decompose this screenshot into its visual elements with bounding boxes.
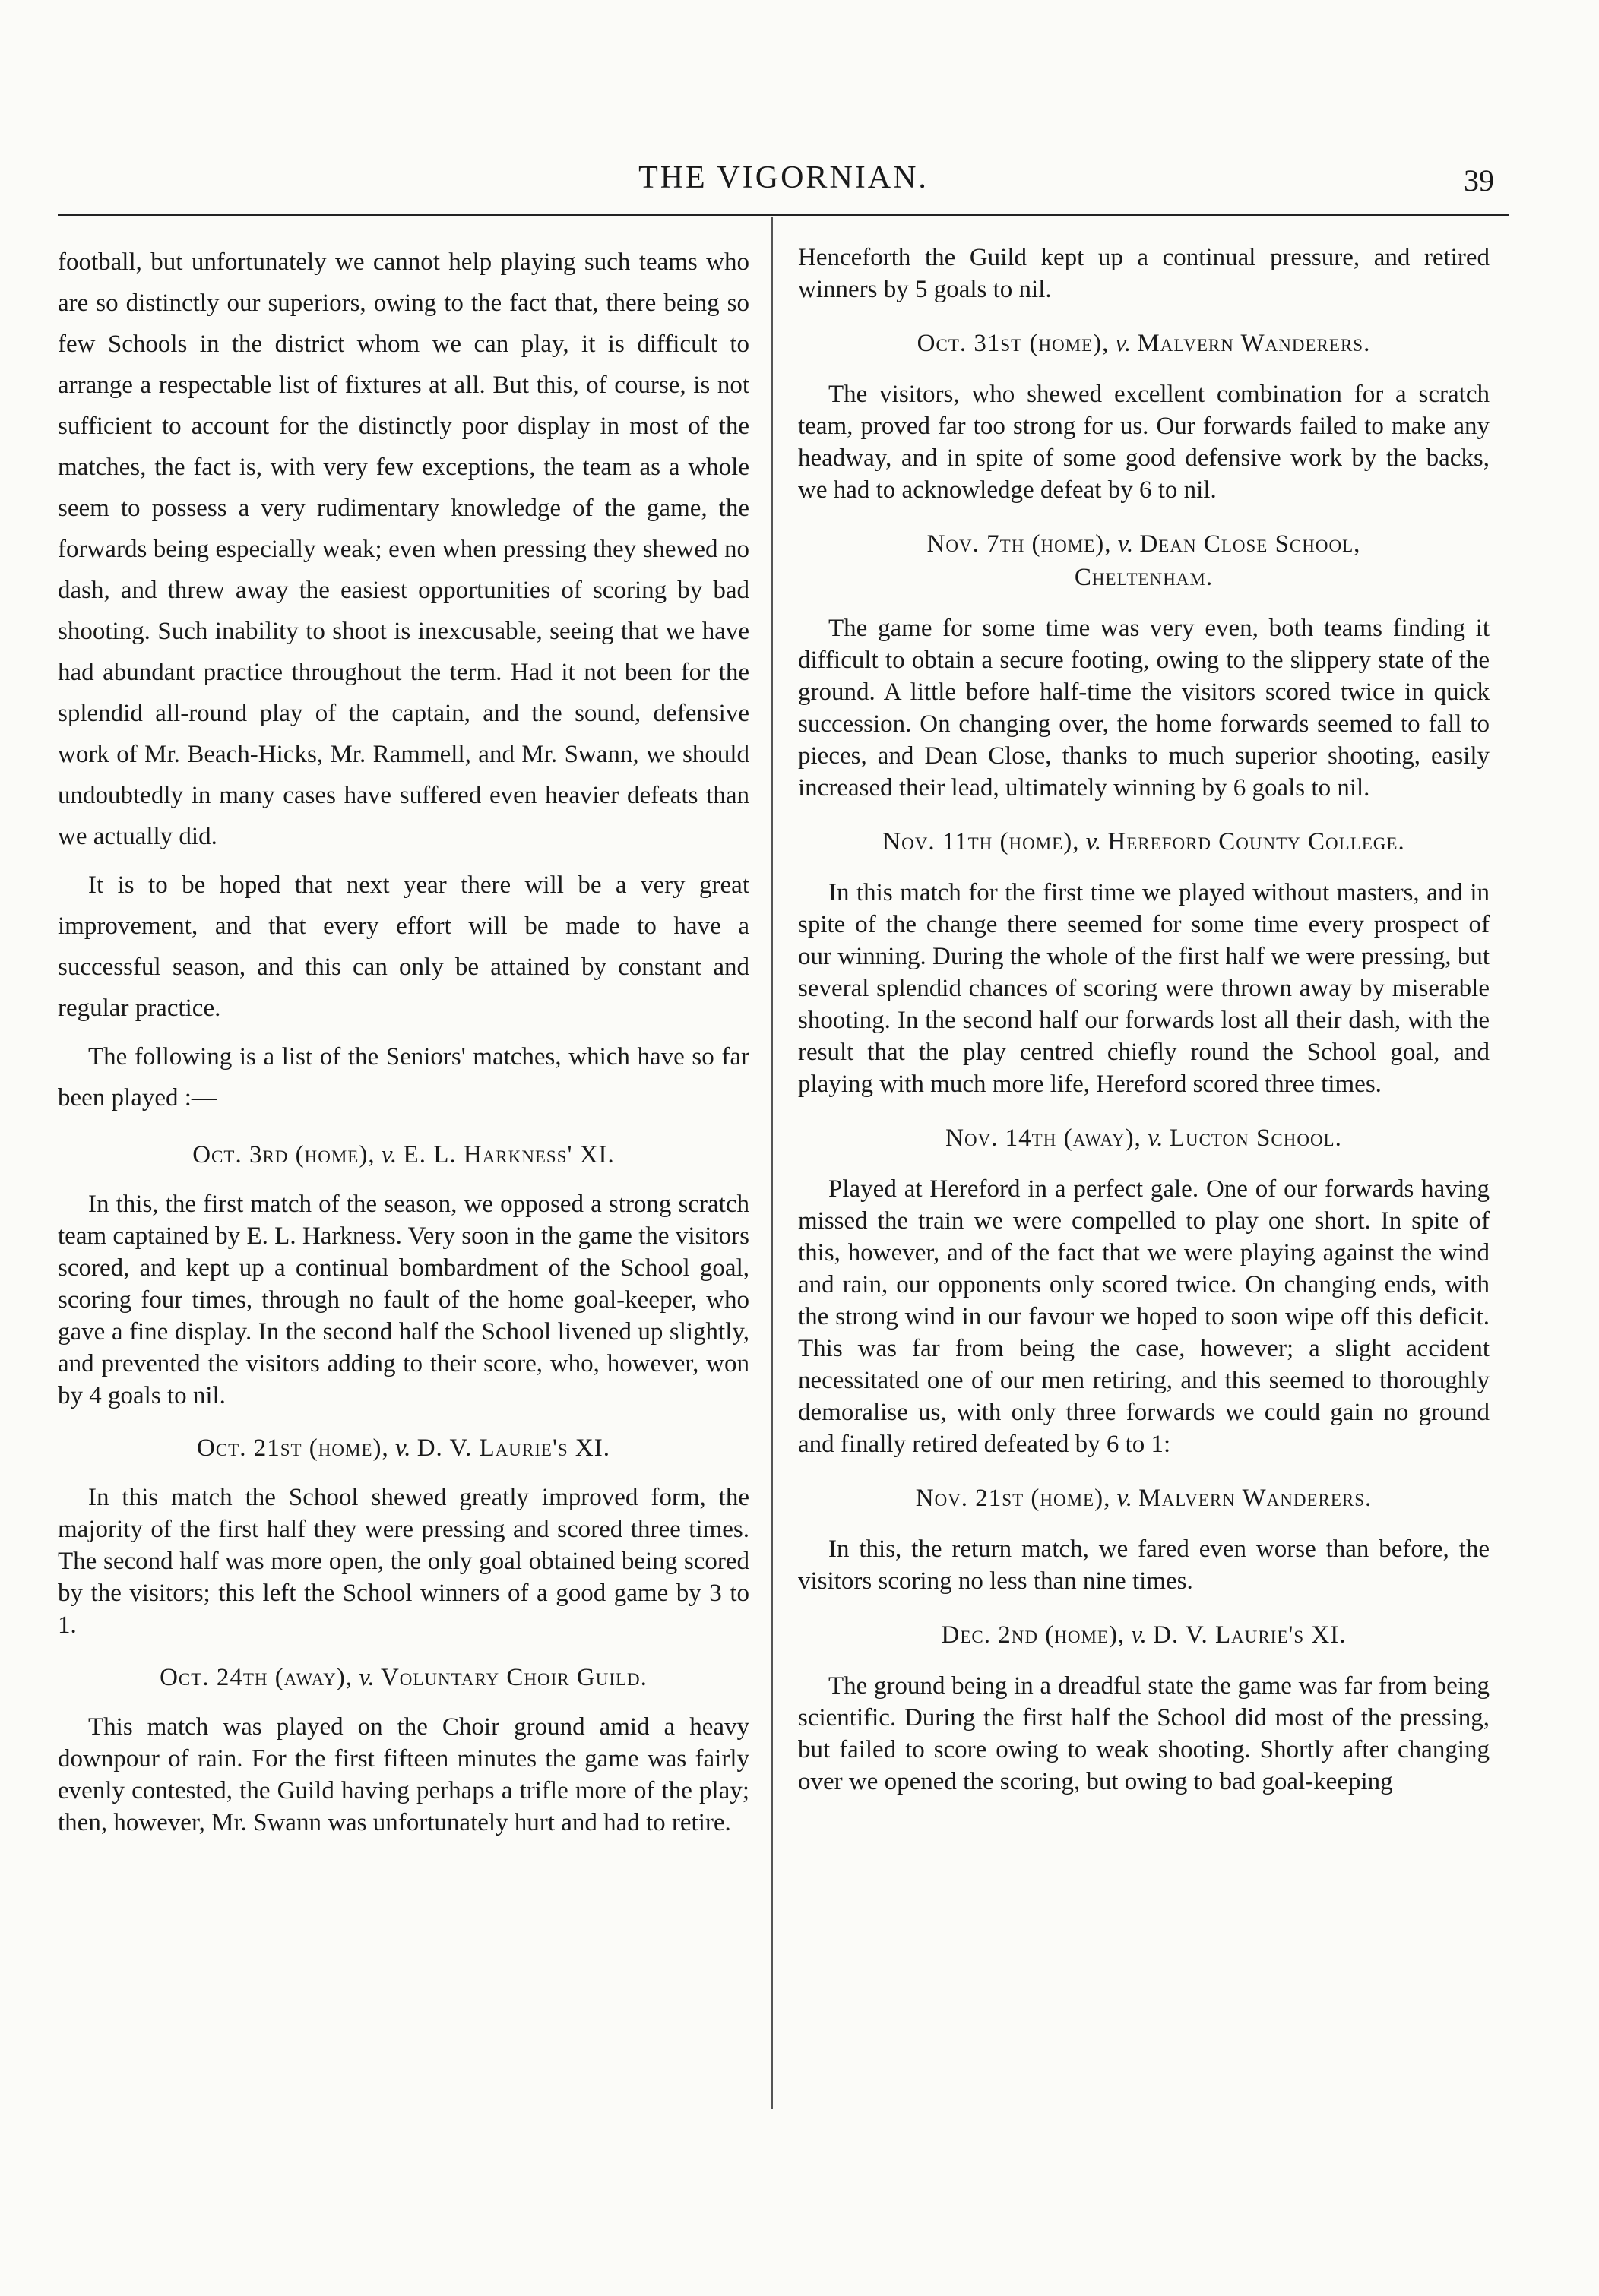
match-report: In this match for the first time we played without masters, and in spite of the change there seemed for some time every prospect of our winning. During the whole of the first half we were pressing, but several splendid chances of scoring were thrown away by miserable shooting. In the second half our forwards lost all their dash, with the result that the play centred chiefly round the School goal, and playing with much more life, Hereford scored three times.: [798, 879, 1490, 1098]
column-divider: [771, 217, 773, 2109]
running-header: [58, 160, 1509, 202]
journal-title: THE VIGORNIAN.: [638, 160, 929, 195]
right-column: [798, 242, 1490, 1805]
paragraph: football, but unfortunately we cannot help playing such teams who are so distinctly our superiors, owing to the fact that, there being so few Schools in the district whom we can play, it is difficult to arrange a respectable list of fixtures at all. But this, of course, is not sufficient to account for the distinctly poor display in most of the matches, the fact is, with very few exceptions, the team as a whole seem to possess a very rudimentary knowledge of the game, the forwards being especially weak; even when pressing they shewed no dash, and threw away the easiest opportunities of scoring by bad shooting. Such inability to shoot is inexcusable, seeing that we have had abundant practice throughout the term. Had it not been for the splendid all-round play of the captain, and the sound, defensive work of Mr. Beach-Hicks, Mr. Rammell, and Mr. Swann, we should undoubtedly in many cases have suffered even heavier defeats than we actually did.: [58, 248, 749, 850]
match-heading: Nov. 14th (away), v. Lucton School.: [945, 1124, 1342, 1152]
match-report: The visitors, who shewed excellent combination for a scratch team, proved far too strong for us. Our forwards failed to make any headway, and in spite of some good defensive work by the backs, we had to acknowledge defeat by 6 to nil.: [798, 381, 1490, 504]
match-heading: Oct. 21st (home), v. D. V. Laurie's XI.: [196, 1434, 611, 1462]
match-heading: Oct. 24th (away), v. Voluntary Choir Guild.: [160, 1664, 648, 1691]
paragraph: It is to be hoped that next year there will be a very great improvement, and that every effort will be made to have a successful season, and this can only be attained by constant and regular practice.: [58, 871, 749, 1022]
header-rule: [58, 214, 1509, 216]
match-report: In this, the return match, we fared even worse than before, the visitors scoring no less than nine times.: [798, 1535, 1490, 1595]
match-report: Played at Hereford in a perfect gale. One of our forwards having missed the train we were compelled to play one short. In spite of this, however, and of the fact that we were playing against the wind and rain, our opponents only scored twice. On changing ends, with the strong wind in our favour we hoped to soon wipe off this deficit. This was far from being the case, however; a slight accident necessitated one of our men retiring, and this seemed to thoroughly demoralise us, with only three forwards we could gain no ground and finally retired defeated by 6 to 1:: [798, 1175, 1490, 1458]
match-heading: Oct. 31st (home), v. Malvern Wanderers.: [917, 330, 1371, 357]
match-report: The ground being in a dreadful state the game was far from being scientific. During the first half the School did most of the pressing, but failed to score owing to weak shooting. Shortly after changing over we opened the scoring, but owing to bad goal-keeping: [798, 1672, 1490, 1795]
paragraph: The following is a list of the Seniors' matches, which have so far been played :—: [58, 1043, 749, 1112]
match-report: In this match the School shewed greatly improved form, the majority of the first half they were pressing and scored three times. The second half was more open, the only goal obtained being scored by the visitors; this left the School winners of a good game by 3 to 1.: [58, 1484, 749, 1639]
match-report: In this, the first match of the season, we opposed a strong scratch team captained by E. L. Harkness. Very soon in the game the visitors scored, and kept up a continual bombardment of the School goal, scoring four times, through no fault of the home goal-keeper, who gave a fine display. In the second half the School livened up slightly, and prevented the visitors adding to their score, who, however, won by 4 goals to nil.: [58, 1191, 749, 1409]
match-heading: Nov. 21st (home), v. Malvern Wanderers.: [915, 1485, 1373, 1512]
match-report: The game for some time was very even, both teams finding it difficult to obtain a secure footing, owing to the slippery state of the ground. A little before half-time the visitors scored twice in quick succession. On changing over, the home forwards seemed to fall to pieces, and Dean Close, thanks to much superior shooting, easily increased their lead, ultimately winning by 6 goals to nil.: [798, 615, 1490, 802]
match-heading: Nov. 7th (home), v. Dean Close School, Cheltenham.: [926, 530, 1361, 591]
match-heading: Dec. 2nd (home), v. D. V. Laurie's XI.: [941, 1621, 1347, 1649]
match-heading: Nov. 11th (home), v. Hereford County College.: [882, 828, 1405, 855]
left-column: [58, 242, 749, 1846]
paragraph: Henceforth the Guild kept up a continual pressure, and retired winners by 5 goals to nil.: [798, 244, 1490, 303]
match-report: This match was played on the Choir ground amid a heavy downpour of rain. For the first fifteen minutes the game was fairly evenly contested, the Guild having perhaps a trifle more of the play; then, however, Mr. Swann was unfortunately hurt and had to retire.: [58, 1713, 749, 1836]
match-heading: Oct. 3rd (home), v. E. L. Harkness' XI.: [192, 1141, 615, 1169]
page-number: 39: [1464, 163, 1494, 198]
